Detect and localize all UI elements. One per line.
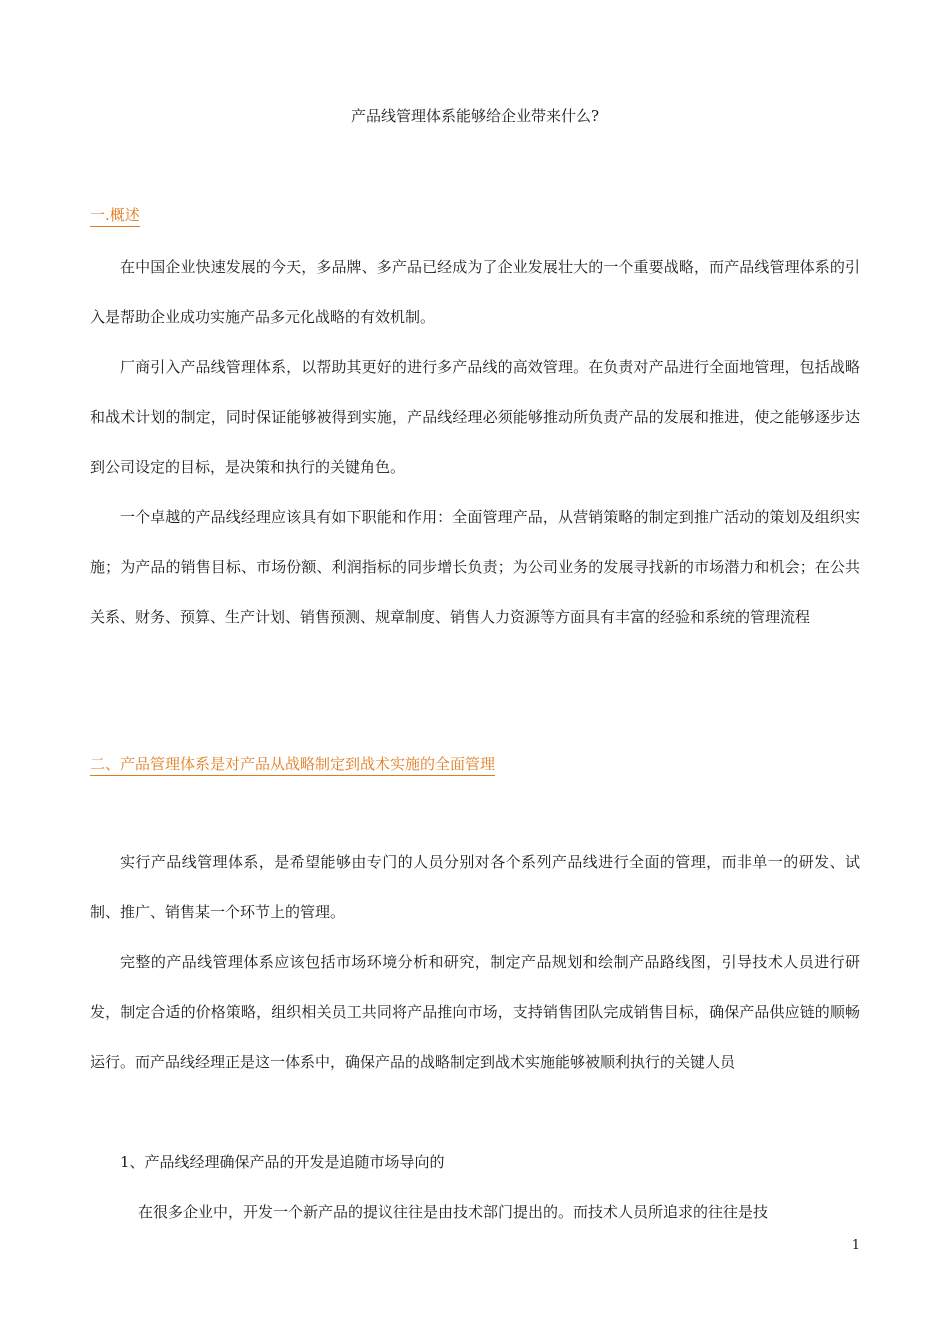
- section-heading-product-management: 二、产品管理体系是对产品从战略制定到战术实施的全面管理: [90, 754, 495, 776]
- section-heading-overview: 一.概述: [90, 205, 140, 227]
- paragraph: 实行产品线管理体系，是希望能够由专门的人员分别对各个系列产品线进行全面的管理，而非单一的研发、试制、推广、销售某一个环节上的管理。: [90, 853, 860, 921]
- page-number: 1: [851, 1238, 860, 1253]
- subsection-heading: 1、产品线经理确保产品的开发是追随市场导向的: [120, 1153, 445, 1171]
- document-title: 产品线管理体系能够给企业带来什么?: [350, 107, 600, 125]
- paragraph: 一个卓越的产品线经理应该具有如下职能和作用：全面管理产品，从营销策略的制定到推广活动的策划及组织实施；为产品的销售目标、市场份额、利润指标的同步增长负责；为公司业务的发展寻找新的市场潜力和机会；在公共关系、财务、预算、生产计划、销售预测、规章制度、销售人力资源等方面具有丰富的经验和系统的管理流程: [90, 508, 860, 626]
- paragraph: 厂商引入产品线管理体系，以帮助其更好的进行多产品线的高效管理。在负责对产品进行全面地管理，包括战略和战术计划的制定，同时保证能够被得到实施，产品线经理必须能够推动所负责产品的发展和推进，使之能够逐步达到公司设定的目标，是决策和执行的关键角色。: [90, 358, 860, 476]
- paragraph: 在很多企业中，开发一个新产品的提议往往是由技术部门提出的。而技术人员所追求的往往是技: [138, 1203, 769, 1221]
- paragraph: 在中国企业快速发展的今天，多品牌、多产品已经成为了企业发展壮大的一个重要战略，而产品线管理体系的引入是帮助企业成功实施产品多元化战略的有效机制。: [90, 258, 860, 326]
- paragraph: 完整的产品线管理体系应该包括市场环境分析和研究，制定产品规划和绘制产品路线图，引导技术人员进行研发，制定合适的价格策略，组织相关员工共同将产品推向市场，支持销售团队完成销售目标，确保产品供应链的顺畅运行。而产品线经理正是这一体系中，确保产品的战略制定到战术实施能够被顺利执行的关键人员: [90, 953, 860, 1071]
